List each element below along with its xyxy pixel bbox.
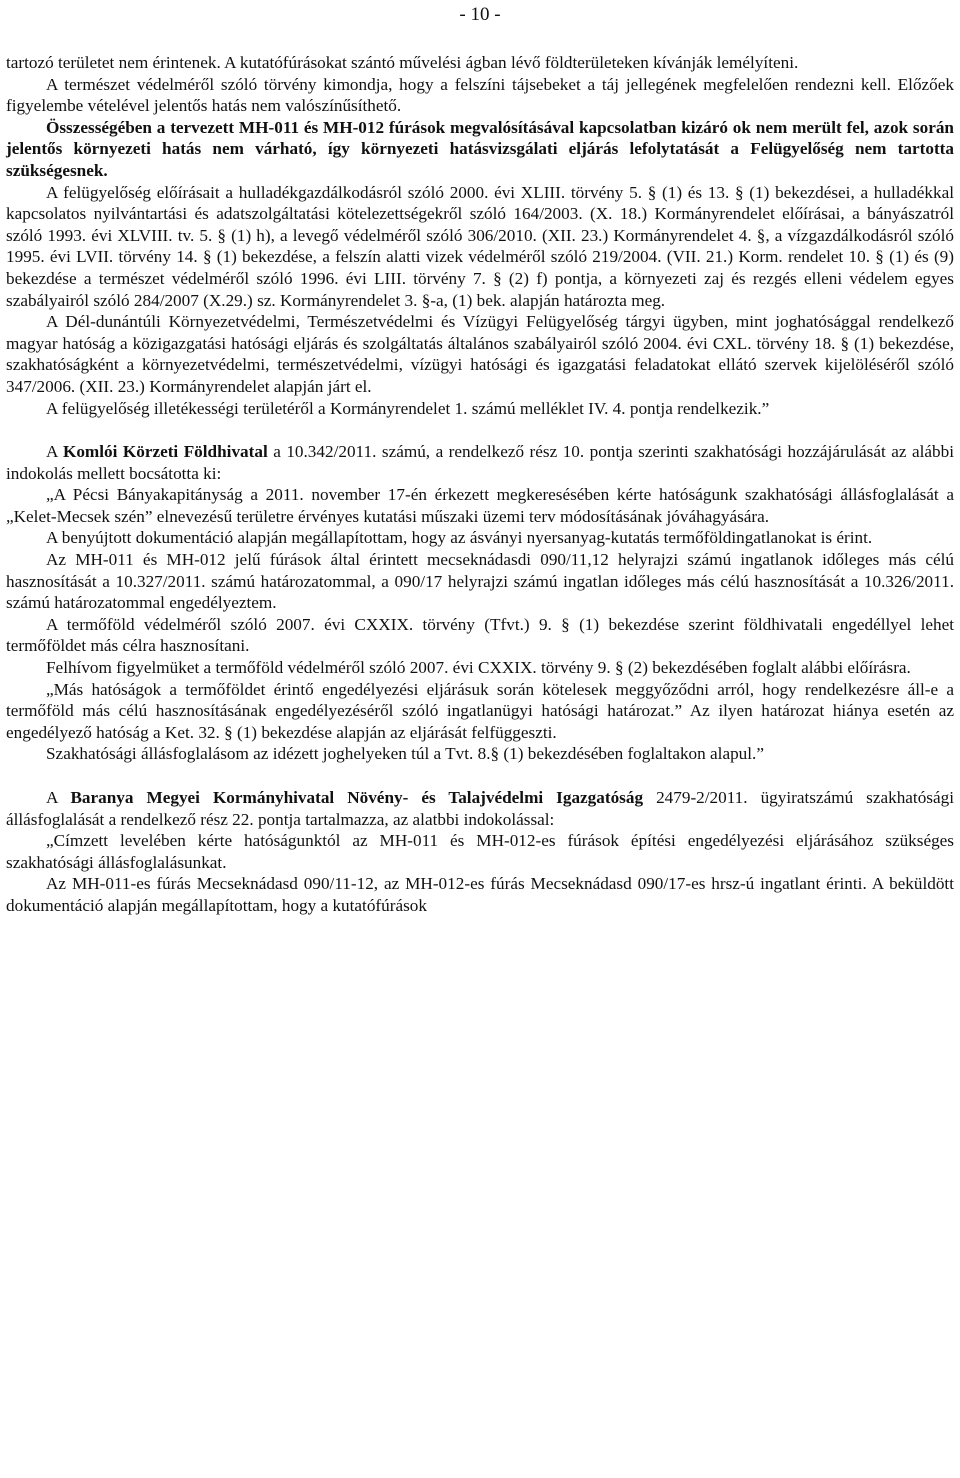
text: 2479-2/2011. ügyiratszámú szakhatósági állásfoglalását a rendelkező rész 22. pontja tartalmazza, az alatbbi indokolással: [6,788,954,829]
document-body [6,52,954,917]
spacer [6,419,954,441]
page-number: - 10 - [459,4,501,25]
paragraph: „A Pécsi Bányakapitányság a 2011. november 17-én érkezett megkeresésében kérte hatóságunk szakhatósági állásfoglalását a „Kelet-Mecsek szén” elnevezésű területre érvényes kutatási műszaki üzemi terv módosításának jóváhagyására. [6,485,954,526]
bold-text: Összességében a tervezett MH-011 és MH-012 fúrások megvalósításával kapcsolatban kizáró ok nem merült fel, azok során jelentős környezeti hatás nem várható, így környezeti hatásvizsgálati eljárás lefolytatását a Felügyelőség nem tartotta szükségesnek. [6,117,954,180]
text: a 10.342/2011. számú, a rendelkező rész 10. pontja szerinti szakhatósági hozzájárulását az alábbi indokolás mellett bocsátotta ki: [6,442,954,483]
bold-authority-name: Komlói Körzeti Földhivatal [62,442,268,462]
text: A [46,788,71,807]
paragraph: A Dél-dunántúli Környezetvédelmi, Természetvédelmi és Vízügyi Felügyelőség tárgyi ügyben, mint joghatósággal rendelkező magyar hatóság a közigazgatási hatósági eljárás és szolgáltatás általános szabályairól szóló 2004. évi CXL. törvény 18. § (1) bekezdése, szakhatóságként a környezetvédelmi, természetvédelmi, vízügyi hatósági és igazgatási feladatokat ellátó szervek kijelöléséről szóló 347/2006. (XII. 23.) Kormányrendelet alapján járt el. [6,312,954,396]
paragraph-komlo [6,441,954,484]
paragraph: A felügyelőség illetékességi területéről a Kormányrendelet 1. számú melléklet IV. 4. pontja rendelkezik.” [46,398,770,418]
paragraph: tartozó területet nem érintenek. A kutatófúrásokat szántó művelési ágban lévő földterületeken kívánják lemélyíteni. [6,53,799,72]
paragraph: A termőföld védelméről szóló 2007. évi CXXIX. törvény (Tfvt.) 9. § (1) bekezdése szerint földhivatali engedéllyel lehet termőföldet más célra hasznosítani. [6,614,954,656]
paragraph: „Más hatóságok a termőföldet érintő engedélyezési eljárásuk során kötelesek meggyőződni arról, hogy rendelkezésre áll-e a termőföld más célú hasznosításának engedélyezéséről szóló ingatlanügyi hatósági határozat.” Az ilyen határozat hiánya esetén az engedélyező hatóság a Ket. 32. § (1) bekezdése alapján az eljárását felfüggeszti. [6,679,954,742]
paragraph: Szakhatósági állásfoglalásom az idézett joghelyeken túl a Tvt. 8.§ (1) bekezdésében foglaltakon alapul.” [46,744,764,764]
paragraph: Felhívom figyelmüket a termőföld védelméről szóló 2007. évi CXXIX. törvény 9. § (2) bekezdésében foglalt alábbi előírásra. [46,658,911,678]
spacer [6,765,954,787]
paragraph: „Címzett levelében kérte hatóságunktól az MH-011 és MH-012-es fúrások építési engedélyezési eljárásához szükséges szakhatósági állásfoglalásunkat. [6,831,954,872]
bold-authority-name: Baranya Megyei Kormányhivatal Növény- és Talajvédelmi Igazgatóság [70,788,644,807]
paragraph: A természet védelméről szóló törvény kimondja, hogy a felszíni tájsebeket a táj jellegének megfelelően rendezni kell. Előzőek figyelembe vételével jelentős hatás nem valószínűsíthető. [6,74,954,116]
paragraph-bold-conclusion [6,117,954,182]
paragraph: A felügyelőség előírásait a hulladékgazdálkodásról szóló 2000. évi XLIII. törvény 5. § (1) és 13. § (1) bekezdései, a hulladékkal kapcsolatos nyilvántartási és adatszolgáltatási kötelezettségekről szóló 164/2003. (X. 18.) Kormányrendelet előírásai, a bányászatról szóló 1993. évi XLVIII. tv. 5. § (1) h), a levegő védelméről szóló 306/2010. (XII. 23.) Kormányrendelet 4. §, a vízgazdálkodásról szóló 1995. évi LVII. törvény 14. § (1) bekezdése, a felszín alatti vizek védelméről szóló 219/2004. (VII. 21.) Korm. rendelet 10. § (1) és (9) bekezdése a természet védelméről szóló 1996. évi LIII. törvény 7. § (2) f) pontja, a környezeti zaj és rezgés elleni védelem egyes szabályairól szóló 284/2007 (X.29.) sz. Kormányrendelet 3. §-a, (1) bek. alapján határozta meg. [6,182,954,310]
paragraph-baranya [6,787,954,830]
paragraph: Az MH-011 és MH-012 jelű fúrások által érintett mecseknádasdi 090/11,12 helyrajzi számú ingatlanok időleges más célú hasznosítását a 10.327/2011. számú határozatommal, a 090/17 helyrajzi számú ingatlan időleges más célú hasznosítását a 10.326/2011. számú határozatommal engedélyeztem. [6,550,954,613]
text: A [46,442,63,462]
paragraph: A benyújtott dokumentáció alapján megállapítottam, hogy az ásványi nyersanyag-kutatás termőföldingatlanokat is érint. [46,528,873,548]
paragraph: Az MH-011-es fúrás Mecseknádasd 090/11-12, az MH-012-es fúrás Mecseknádasd 090/17-es hrsz-ú ingatlant érinti. A beküldött dokumentáció alapján megállapítottam, hogy a kutatófúrások [6,874,954,915]
